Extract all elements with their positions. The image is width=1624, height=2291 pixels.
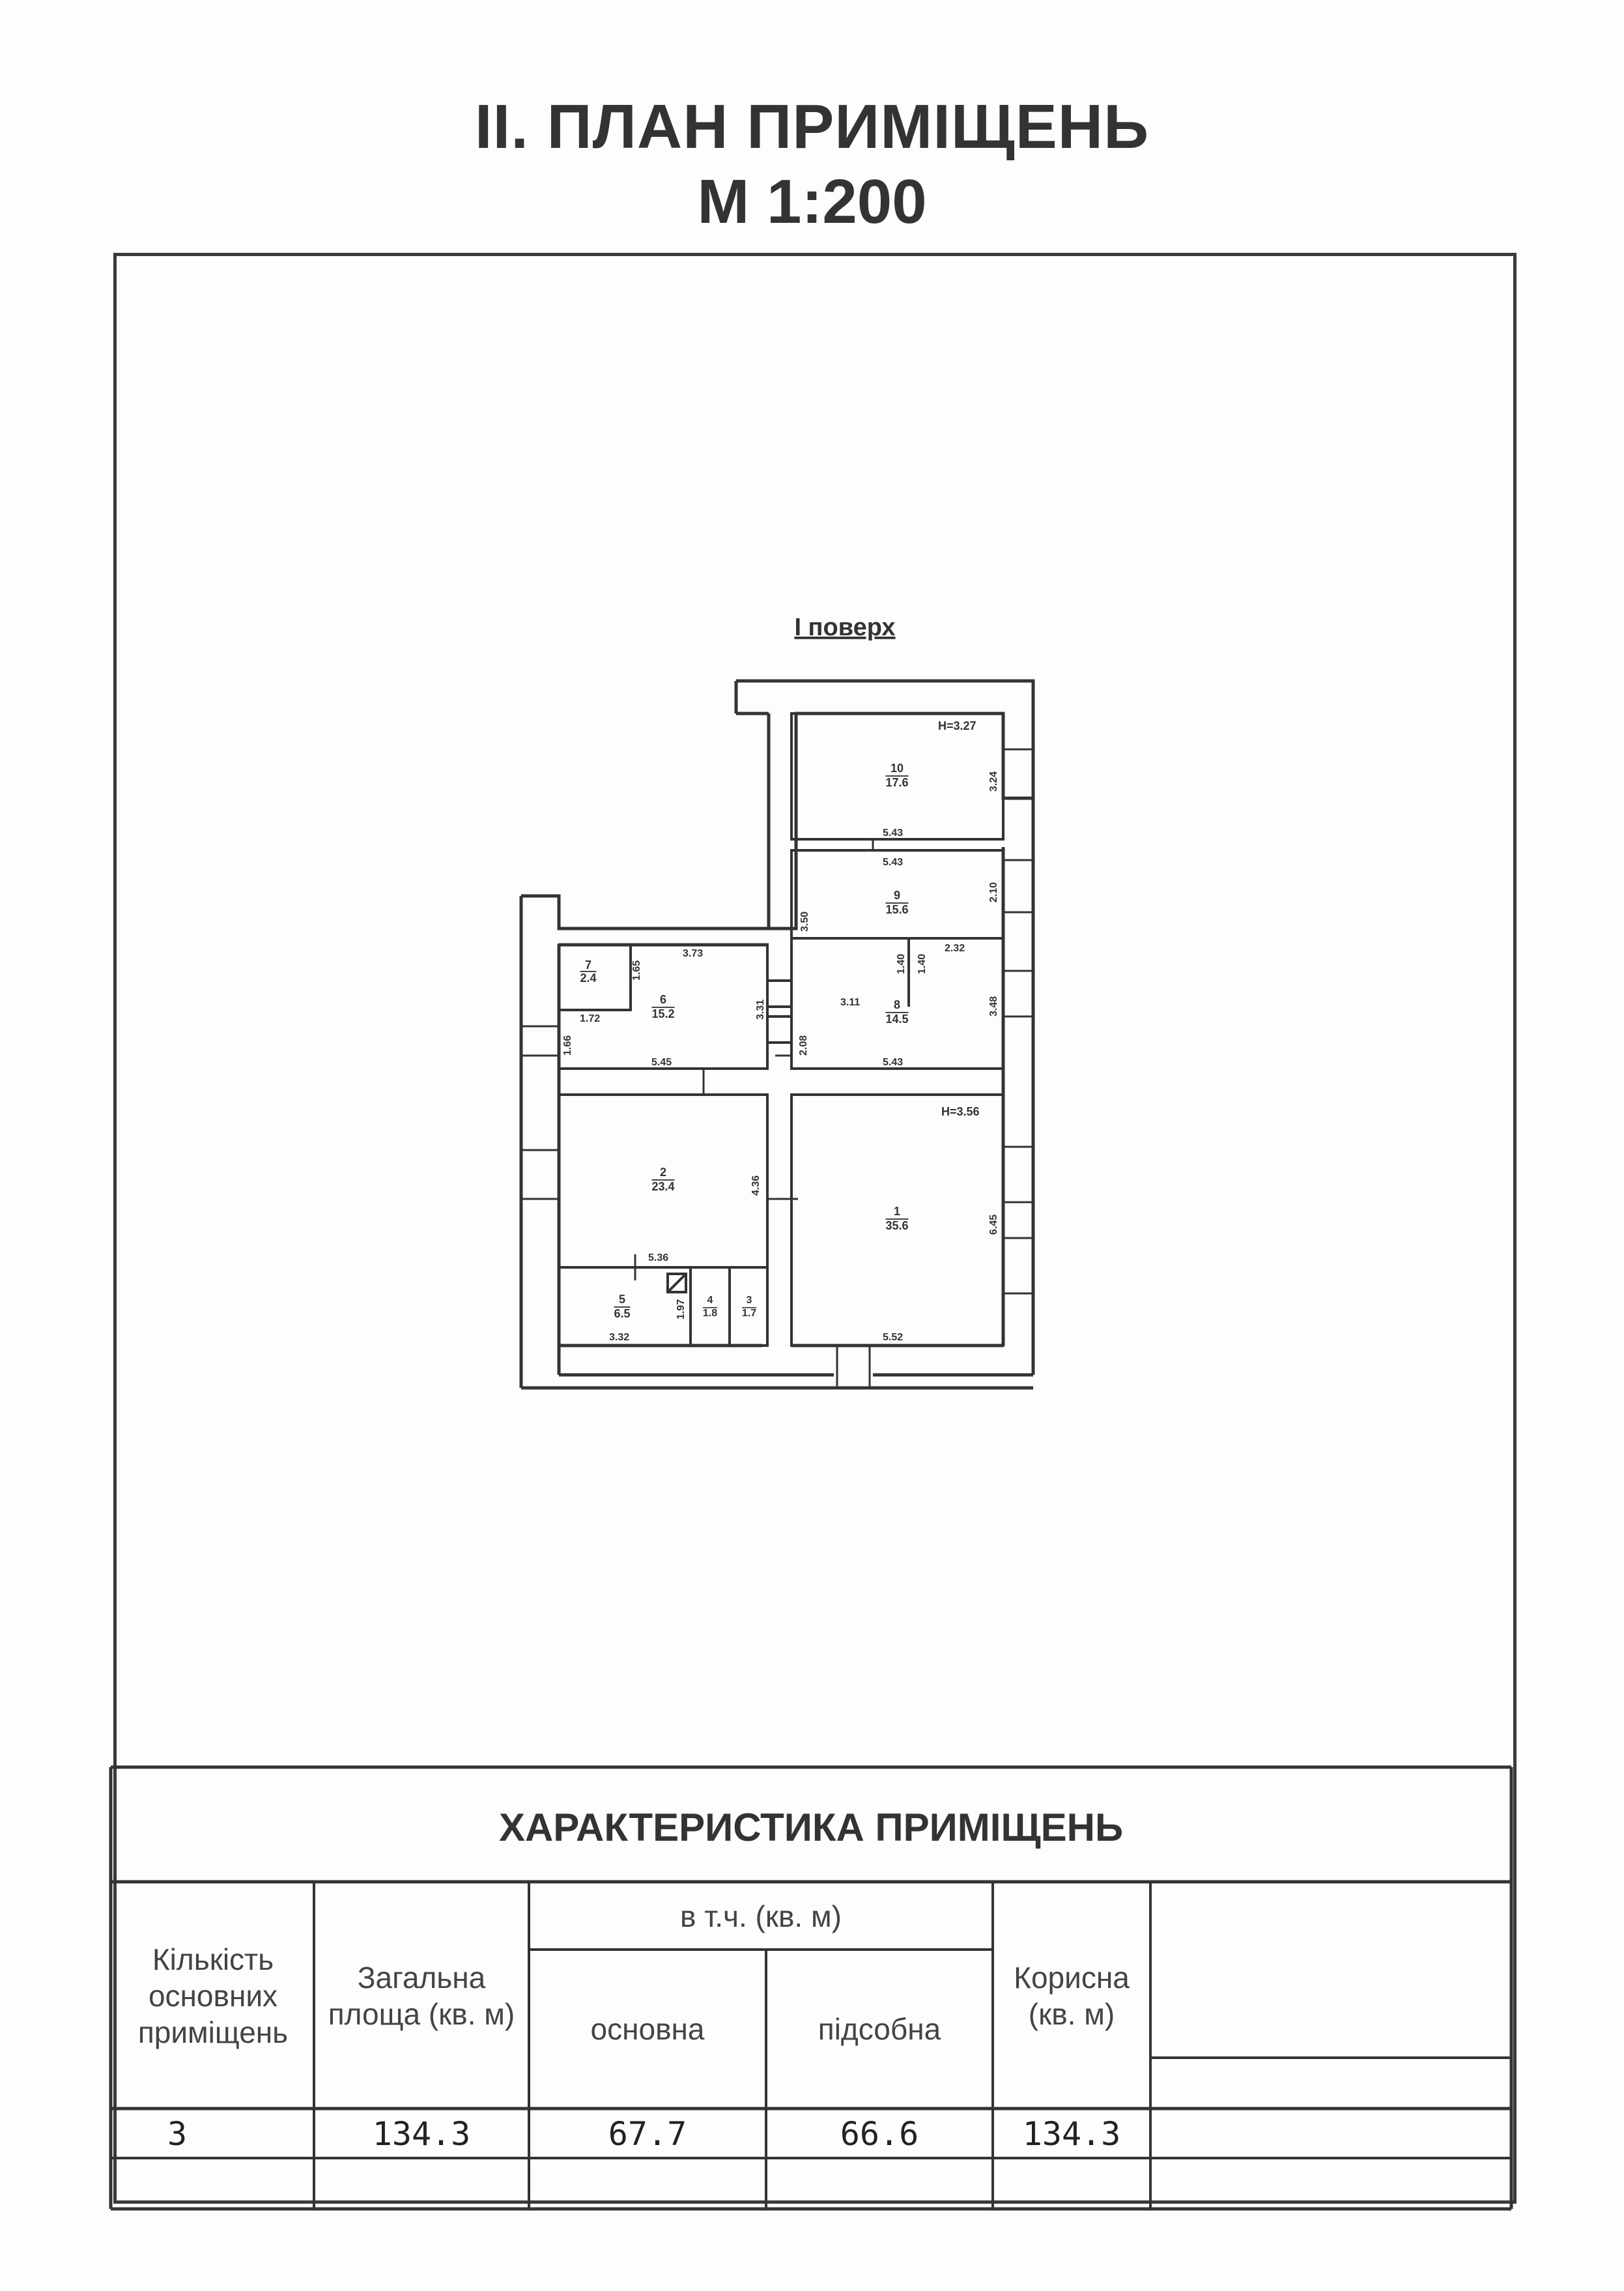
- floor-label: І поверх: [794, 614, 896, 641]
- room-no-9: 9: [893, 889, 901, 902]
- dim-3-73: 3.73: [683, 948, 704, 959]
- room-area-8: 14.5: [885, 1013, 909, 1026]
- room-area-5: 6.5: [614, 1307, 631, 1320]
- room-area-3: 1.7: [741, 1308, 757, 1319]
- room-area-7: 2.4: [580, 972, 597, 985]
- value-aux: 66.6: [840, 2114, 919, 2153]
- room-area-9: 15.6: [885, 903, 909, 916]
- room-area-1: 35.6: [885, 1219, 909, 1232]
- room-no-10: 10: [890, 762, 904, 775]
- dim-1-40-a: 1.40: [896, 953, 907, 974]
- col-count-header: Кількість основних приміщень: [137, 1942, 289, 2050]
- col-total-header: Загальна площа (кв. м): [328, 1960, 515, 2031]
- room-no-1: 1: [893, 1205, 901, 1218]
- dim-2-08: 2.08: [798, 1035, 809, 1056]
- room-no-8: 8: [893, 998, 901, 1011]
- characteristics-title: ХАРАКТЕРИСТИКА ПРИМІЩЕНЬ: [498, 1806, 1124, 1849]
- room-area-2: 23.4: [651, 1180, 675, 1193]
- col-useful-header: Корисна (кв. м): [1014, 1960, 1130, 2031]
- dim-5-45: 5.45: [651, 1057, 672, 1068]
- dim-1-40-b: 1.40: [917, 953, 928, 974]
- value-useful: 134.3: [1022, 2114, 1121, 2153]
- page-title: ІІ. ПЛАН ПРИМІЩЕНЬ: [474, 92, 1150, 162]
- dim-6-45: 6.45: [988, 1214, 999, 1235]
- dim-3-11: 3.11: [840, 997, 861, 1008]
- dim-1-65: 1.65: [631, 960, 642, 981]
- dim-5-36: 5.36: [648, 1252, 669, 1263]
- value-total: 134.3: [372, 2114, 471, 2153]
- dim-1-66: 1.66: [562, 1035, 573, 1056]
- col-incl-header: в т.ч. (кв. м): [680, 1899, 842, 1933]
- dim-4-36: 4.36: [750, 1175, 762, 1196]
- dim-2-32: 2.32: [945, 943, 965, 954]
- dim-1-97: 1.97: [676, 1299, 687, 1319]
- room-area-10: 17.6: [885, 776, 909, 789]
- room-no-5: 5: [618, 1293, 626, 1306]
- dim-3-50: 3.50: [799, 911, 810, 932]
- room-no-6: 6: [659, 993, 667, 1006]
- height-label-top: H=3.27: [938, 719, 976, 732]
- value-count: 3: [167, 2114, 188, 2153]
- dim-2-10: 2.10: [988, 882, 999, 902]
- room-area-6: 15.2: [651, 1007, 675, 1020]
- value-main: 67.7: [608, 2114, 687, 2153]
- room-no-4: 4: [707, 1295, 713, 1306]
- scale-label: М 1:200: [697, 167, 927, 237]
- dim-5-52: 5.52: [883, 1332, 904, 1343]
- height-label-bottom: H=3.56: [941, 1105, 980, 1118]
- room-no-2: 2: [659, 1166, 667, 1179]
- room-no-7: 7: [584, 958, 592, 972]
- dim-5-43-c: 5.43: [883, 1057, 904, 1068]
- dim-3-31: 3.31: [755, 999, 766, 1020]
- room-no-3: 3: [746, 1295, 752, 1306]
- dim-5-43-b: 5.43: [883, 857, 904, 868]
- dim-3-48: 3.48: [988, 996, 999, 1016]
- col-aux-header: підсобна: [818, 2011, 941, 2046]
- dim-5-43-a: 5.43: [883, 828, 904, 839]
- dim-1-72: 1.72: [580, 1013, 601, 1024]
- col-main-header: основна: [590, 2011, 705, 2046]
- dim-3-24: 3.24: [988, 771, 999, 792]
- room-area-4: 1.8: [702, 1308, 718, 1319]
- dim-3-32: 3.32: [609, 1332, 630, 1343]
